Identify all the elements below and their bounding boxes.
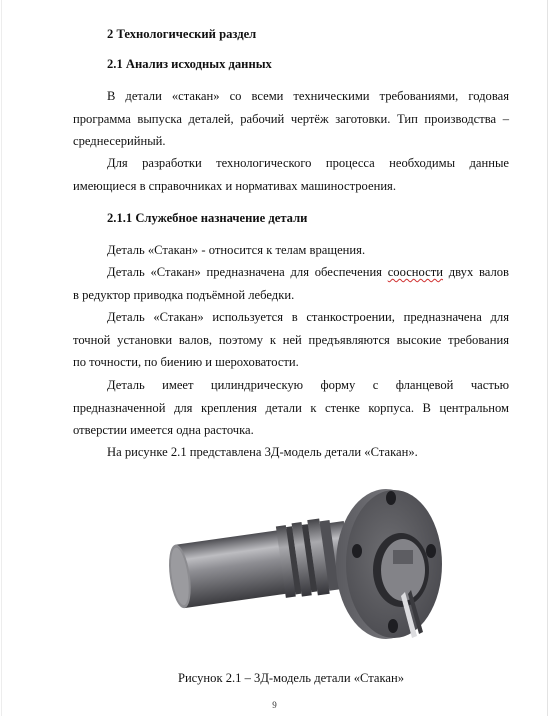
part-3d-model-image <box>161 466 457 662</box>
text-run: Деталь «Стакан» предназначена для обеспечения <box>107 265 388 279</box>
page-edge-right <box>547 0 548 716</box>
paragraph-line: Для разработки технологического процесса необходимы данные <box>107 156 509 170</box>
figure-caption: Рисунок 2.1 – 3Д-модель детали «Стакан» <box>177 671 405 685</box>
paragraph-line: предназначенной для крепления детали к стенке корпуса. В центральном <box>73 401 509 415</box>
page-edge-left <box>1 0 2 716</box>
paragraph-line: в редуктор приводка подъёмной лебедки. <box>73 288 295 302</box>
paragraph-line: Деталь «Стакан» используется в станкостроении, предназначена для <box>107 310 509 324</box>
subsection-heading: 2.1 Анализ исходных данных <box>107 57 272 71</box>
paragraph-line: имеющиеся в справочниках и нормативах машиностроения. <box>73 179 396 193</box>
paragraph-line: На рисунке 2.1 представлена 3Д-модель детали «Стакан». <box>107 445 418 459</box>
page-number: 9 <box>272 700 277 710</box>
paragraph-line: Деталь «Стакан» - относится к телам вращения. <box>107 243 366 257</box>
paragraph-line: программа выпуска деталей, рабочий чертёж заготовки. Тип производства – <box>73 112 509 126</box>
paragraph-line: В детали «стакан» со всеми техническими требованиями, годовая <box>107 89 509 103</box>
paragraph-line: по точности, по биению и шероховатости. <box>73 355 299 369</box>
paragraph-line: отверстии имеется одна расточка. <box>73 423 254 437</box>
paragraph-line: среднесерийный. <box>73 134 166 148</box>
figure-3d-model <box>161 466 457 662</box>
paragraph-line: Деталь имеет цилиндрическую форму с фланцевой частью <box>107 378 509 392</box>
subsubsection-heading: 2.1.1 Служебное назначение детали <box>107 211 308 225</box>
section-heading: 2 Технологический раздел <box>107 27 257 41</box>
paragraph-line: точной установки валов, поэтому к ней предъявляются высокие требования <box>73 333 509 347</box>
text-run: двух валов <box>443 265 509 279</box>
spellcheck-flagged-word[interactable]: соосности <box>387 265 443 279</box>
paragraph-line <box>107 265 509 280</box>
